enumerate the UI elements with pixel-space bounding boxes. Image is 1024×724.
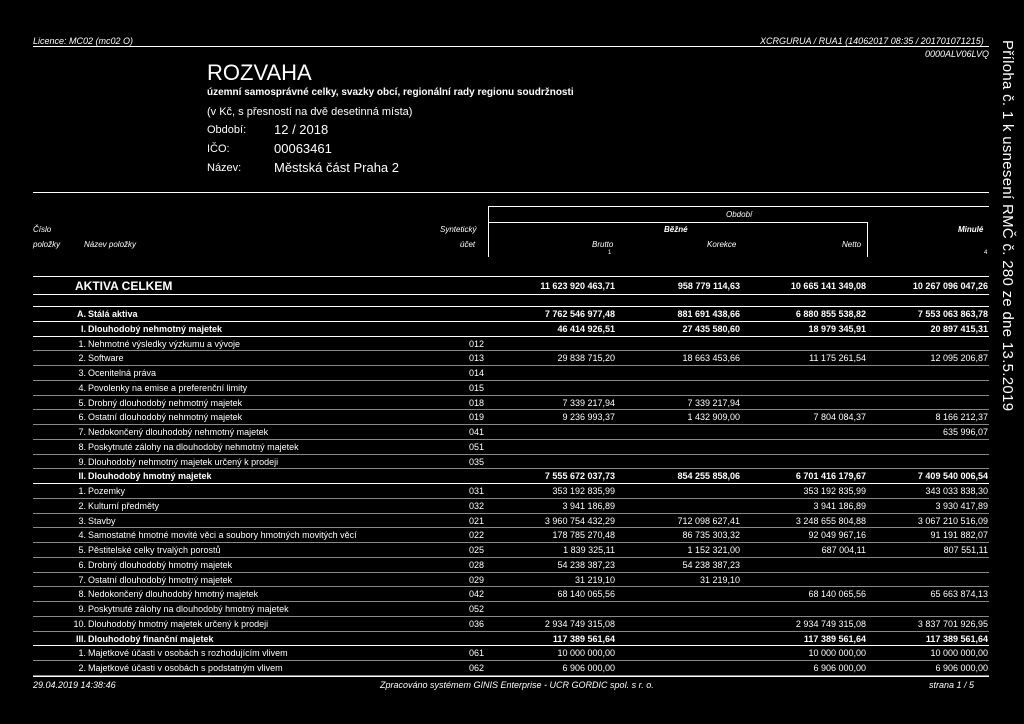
row-minule: 7 409 540 006,54 bbox=[917, 471, 988, 482]
row-name: Kulturní předměty bbox=[88, 500, 160, 511]
row-account: 041 bbox=[469, 427, 485, 437]
row-name: Pozemky bbox=[88, 486, 126, 496]
row-netto: 353 192 835,99 bbox=[803, 486, 866, 496]
totals-brutto: 11 623 920 463,71 bbox=[540, 281, 615, 291]
col-bezne: Běžné bbox=[664, 225, 688, 234]
row-account: 032 bbox=[469, 500, 485, 511]
row-account: 012 bbox=[469, 338, 485, 349]
table-row bbox=[33, 351, 989, 366]
row-number: 5. bbox=[78, 397, 86, 408]
row-account: 022 bbox=[469, 530, 485, 541]
current-rule bbox=[488, 222, 868, 223]
table-row bbox=[33, 558, 989, 573]
page-subtitle: územní samosprávné celky, svazky obcí, regionální rady regionu soudržnosti bbox=[207, 87, 574, 98]
col-divider-2 bbox=[867, 222, 868, 257]
row-number: 5. bbox=[78, 545, 86, 555]
col-nazev: Název položky bbox=[84, 240, 137, 249]
row-account: 013 bbox=[469, 353, 485, 364]
row-korekce: 1 152 321,00 bbox=[687, 545, 740, 555]
row-minule: 343 033 838,30 bbox=[925, 486, 988, 496]
row-account: 052 bbox=[469, 604, 485, 614]
row-netto: 7 804 084,37 bbox=[813, 412, 866, 423]
row-account: 036 bbox=[469, 618, 485, 629]
row-korekce: 712 098 627,41 bbox=[677, 515, 740, 526]
row-netto: 117 389 561,64 bbox=[803, 633, 866, 644]
ico-label: IČO: bbox=[207, 143, 230, 155]
row-account: 015 bbox=[469, 382, 485, 393]
row-account: 021 bbox=[469, 515, 485, 526]
report-code: 0000ALV06LVQ bbox=[925, 49, 990, 59]
row-minule: 12 095 206,87 bbox=[930, 353, 988, 364]
row-name: Poskytnuté zálohy na dlouhodobý nehmotný majetek bbox=[88, 441, 299, 452]
footer-processed: Zpracováno systémem GINIS Enterprise - UCR GORDIC spol. s r. o. bbox=[380, 680, 654, 690]
row-korekce: 54 238 387,23 bbox=[682, 559, 740, 570]
row-name: Drobný dlouhodobý hmotný majetek bbox=[88, 559, 233, 570]
row-number: 8. bbox=[78, 441, 86, 452]
row-netto: 6 906 000,00 bbox=[813, 663, 866, 673]
row-minule: 7 553 063 863,78 bbox=[917, 309, 988, 319]
col-netto: Netto bbox=[842, 240, 862, 249]
row-brutto: 117 389 561,64 bbox=[552, 633, 615, 644]
header-rule bbox=[33, 46, 989, 47]
table-row bbox=[33, 484, 989, 499]
row-brutto: 1 839 325,11 bbox=[563, 545, 615, 555]
row-number: 3. bbox=[78, 368, 86, 378]
row-netto: 18 979 345,91 bbox=[808, 323, 866, 334]
row-account: 029 bbox=[469, 574, 485, 585]
row-netto: 3 248 655 804,88 bbox=[795, 515, 866, 526]
row-netto: 10 000 000,00 bbox=[808, 648, 866, 659]
row-brutto: 7 555 672 037,73 bbox=[544, 471, 615, 482]
table-row bbox=[33, 602, 989, 617]
row-number: 9. bbox=[78, 456, 86, 467]
row-brutto: 3 960 754 432,29 bbox=[544, 515, 615, 526]
footer-page: strana 1 / 5 bbox=[929, 680, 975, 690]
row-name: Ostatní dlouhodobý hmotný majetek bbox=[88, 574, 233, 585]
row-number: 1. bbox=[78, 338, 86, 349]
row-account: 051 bbox=[469, 441, 485, 452]
row-account: 031 bbox=[469, 486, 485, 496]
table-row bbox=[33, 587, 989, 602]
row-brutto: 9 236 993,37 bbox=[562, 412, 615, 423]
row-minule: 807 551,11 bbox=[943, 545, 988, 555]
row-number: 4. bbox=[78, 530, 86, 541]
table-row bbox=[33, 322, 989, 337]
totals-korekce: 958 779 114,63 bbox=[677, 281, 740, 291]
table-row bbox=[33, 381, 989, 396]
row-brutto: 46 414 926,51 bbox=[557, 323, 615, 334]
row-brutto: 2 934 749 315,08 bbox=[544, 618, 615, 629]
row-korekce: 854 255 858,06 bbox=[677, 471, 740, 482]
row-netto: 6 701 416 179,67 bbox=[795, 471, 866, 482]
table-row bbox=[33, 410, 989, 425]
row-korekce: 27 435 580,60 bbox=[682, 323, 740, 334]
row-minule: 3 837 701 926,95 bbox=[917, 618, 988, 629]
row-account: 042 bbox=[469, 589, 485, 600]
col-korekce: Korekce bbox=[707, 240, 737, 249]
row-name: Poskytnuté zálohy na dlouhodobý hmotný majetek bbox=[88, 604, 289, 614]
row-brutto: 353 192 835,99 bbox=[552, 486, 615, 496]
row-account: 061 bbox=[469, 648, 485, 659]
row-name: Povolenky na emise a preferenční limity bbox=[88, 382, 248, 393]
table-row bbox=[33, 543, 989, 558]
row-number: 7. bbox=[78, 574, 86, 585]
table-row bbox=[33, 661, 989, 676]
row-brutto: 178 785 270,48 bbox=[552, 530, 615, 541]
row-number: 9. bbox=[78, 604, 86, 614]
col-obdobi: Období bbox=[726, 210, 753, 219]
row-account: 014 bbox=[469, 368, 485, 378]
footer-rule bbox=[33, 676, 989, 677]
col-brutto: Brutto bbox=[592, 240, 614, 249]
col-divider-1 bbox=[488, 206, 489, 257]
table-row bbox=[33, 337, 989, 352]
row-brutto: 29 838 715,20 bbox=[557, 353, 615, 364]
row-account: 018 bbox=[469, 397, 485, 408]
ico-value: 00063461 bbox=[274, 141, 332, 156]
col-cislo: Číslo bbox=[33, 225, 52, 234]
row-number: III. bbox=[75, 633, 86, 644]
col-polozky: položky bbox=[33, 240, 61, 249]
report-id: XCRGURUA / RUA1 (14062017 08:35 / 201701071215) bbox=[760, 36, 984, 46]
row-brutto: 7 339 217,94 bbox=[562, 397, 615, 408]
row-number: A. bbox=[77, 309, 86, 319]
row-name: Stálá aktiva bbox=[88, 309, 138, 319]
section-rule bbox=[33, 306, 989, 307]
totals-rule-bottom bbox=[33, 294, 989, 295]
row-name: Dlouhodobý hmotný majetek určený k prodeji bbox=[88, 618, 269, 629]
table-row bbox=[33, 646, 989, 661]
table-row bbox=[33, 455, 989, 470]
period-value: 12 / 2018 bbox=[274, 122, 329, 137]
row-name: Software bbox=[88, 353, 124, 364]
row-minule: 91 191 882,07 bbox=[930, 530, 988, 541]
row-name: Ostatní dlouhodobý nehmotný majetek bbox=[88, 412, 243, 423]
row-korekce: 31 219,10 bbox=[699, 574, 740, 585]
row-name: Nedokončený dlouhodobý hmotný majetek bbox=[88, 589, 259, 600]
table-row bbox=[33, 396, 989, 411]
row-number: II. bbox=[78, 471, 86, 482]
row-number: 2. bbox=[78, 500, 86, 511]
row-brutto: 6 906 000,00 bbox=[562, 663, 615, 673]
table-row bbox=[33, 425, 989, 440]
col-syn-2: účet bbox=[460, 240, 476, 249]
period-label: Období: bbox=[207, 124, 247, 136]
row-name: Nehmotné výsledky výzkumu a vývoje bbox=[88, 338, 241, 349]
table-row bbox=[33, 632, 989, 647]
row-korekce: 7 339 217,94 bbox=[687, 397, 740, 408]
row-minule: 3 067 210 516,09 bbox=[917, 515, 988, 526]
totals-rule-top bbox=[33, 276, 989, 277]
row-account: 028 bbox=[469, 559, 485, 570]
name-label: Název: bbox=[207, 162, 242, 174]
row-brutto: 54 238 387,23 bbox=[557, 559, 615, 570]
row-number: 2. bbox=[78, 353, 86, 364]
row-korekce: 881 691 438,66 bbox=[677, 309, 740, 319]
row-number: 2. bbox=[78, 663, 86, 673]
row-account: 062 bbox=[469, 663, 485, 673]
side-note: Příloha č. 1 k usnesení RMČ č. 280 ze dne 13.5.2019 bbox=[999, 40, 1016, 412]
col-minule: Minulé bbox=[958, 225, 984, 234]
totals-label: AKTIVA CELKEM bbox=[75, 279, 173, 293]
row-minule: 6 906 000,00 bbox=[935, 663, 988, 673]
table-row bbox=[33, 469, 989, 484]
table-top-rule bbox=[33, 192, 989, 193]
row-number: 1. bbox=[78, 648, 86, 659]
row-number: 10. bbox=[73, 618, 86, 629]
row-korekce: 86 735 303,32 bbox=[682, 530, 740, 541]
row-netto: 6 880 855 538,82 bbox=[795, 309, 866, 319]
row-netto: 2 934 749 315,08 bbox=[795, 618, 866, 629]
table-row bbox=[33, 499, 989, 514]
row-name: Majetkové účasti v osobách s podstatným vlivem bbox=[88, 663, 283, 673]
row-number: 7. bbox=[78, 427, 86, 437]
unit-note: (v Kč, s přesností na dvě desetinná místa) bbox=[207, 106, 413, 118]
footer-datetime: 29.04.2019 14:38:46 bbox=[33, 680, 116, 690]
row-korekce: 18 663 453,66 bbox=[682, 353, 740, 364]
table-row bbox=[33, 617, 989, 632]
row-number: 4. bbox=[78, 382, 86, 393]
row-brutto: 7 762 546 977,48 bbox=[544, 309, 615, 319]
row-account: 019 bbox=[469, 412, 485, 423]
row-name: Ocenitelná práva bbox=[88, 368, 157, 378]
row-name: Dlouhodobý nehmotný majetek bbox=[88, 323, 223, 334]
table-row bbox=[33, 307, 989, 322]
row-name: Stavby bbox=[88, 515, 116, 526]
row-name: Majetkové účasti v osobách s rozhodujícím vlivem bbox=[88, 648, 288, 659]
row-number: 1. bbox=[78, 486, 86, 496]
row-minule: 117 389 561,64 bbox=[925, 633, 988, 644]
totals-netto: 10 665 141 349,08 bbox=[790, 281, 866, 291]
name-value: Městská část Praha 2 bbox=[274, 160, 399, 175]
row-number: 6. bbox=[78, 559, 86, 570]
row-name: Dlouhodobý finanční majetek bbox=[88, 633, 214, 644]
licence-text: Licence: MC02 (mc02 O) bbox=[33, 36, 134, 46]
row-name: Drobný dlouhodobý nehmotný majetek bbox=[88, 397, 243, 408]
row-number: 6. bbox=[78, 412, 86, 423]
row-minule: 65 663 874,13 bbox=[930, 589, 988, 600]
table-row bbox=[33, 514, 989, 529]
row-netto: 3 941 186,89 bbox=[813, 500, 866, 511]
totals-minule: 10 267 096 047,26 bbox=[912, 281, 988, 291]
row-minule: 635 996,07 bbox=[942, 427, 988, 437]
row-number: I. bbox=[80, 323, 86, 334]
row-name: Pěstitelské celky trvalých porostů bbox=[88, 545, 221, 555]
row-number: 8. bbox=[78, 589, 86, 600]
row-name: Dlouhodobý hmotný majetek bbox=[88, 471, 212, 482]
row-brutto: 10 000 000,00 bbox=[557, 648, 615, 659]
col-index-1: 1 bbox=[608, 250, 612, 256]
row-minule: 8 166 212,37 bbox=[935, 412, 988, 423]
row-number: 3. bbox=[78, 515, 86, 526]
row-name: Dlouhodobý nehmotný majetek určený k prodeji bbox=[88, 456, 279, 467]
period-rule bbox=[488, 206, 989, 207]
page-title: ROZVAHA bbox=[207, 60, 312, 85]
row-netto: 92 049 967,16 bbox=[808, 530, 866, 541]
table-row bbox=[33, 528, 989, 543]
table-row bbox=[33, 440, 989, 455]
row-minule: 20 897 415,31 bbox=[930, 323, 988, 334]
row-minule: 3 930 417,89 bbox=[935, 500, 988, 511]
col-index-4: 4 bbox=[984, 250, 988, 256]
row-minule: 10 000 000,00 bbox=[930, 648, 988, 659]
row-account: 025 bbox=[469, 545, 485, 555]
row-brutto: 68 140 065,56 bbox=[557, 589, 615, 600]
table-row bbox=[33, 573, 989, 588]
row-account: 035 bbox=[469, 456, 485, 467]
row-netto: 11 175 261,54 bbox=[809, 353, 866, 364]
row-netto: 687 004,11 bbox=[821, 545, 866, 555]
row-brutto: 3 941 186,89 bbox=[562, 500, 615, 511]
table-row bbox=[33, 366, 989, 381]
row-brutto: 31 219,10 bbox=[574, 574, 615, 585]
row-name: Nedokončený dlouhodobý nehmotný majetek bbox=[88, 427, 269, 437]
row-netto: 68 140 065,56 bbox=[808, 589, 866, 600]
row-korekce: 1 432 909,00 bbox=[687, 412, 740, 423]
col-syn-1: Syntetický bbox=[440, 225, 477, 234]
row-name: Samostatné hmotné movité věci a soubory hmotných movitých věcí bbox=[88, 530, 357, 541]
